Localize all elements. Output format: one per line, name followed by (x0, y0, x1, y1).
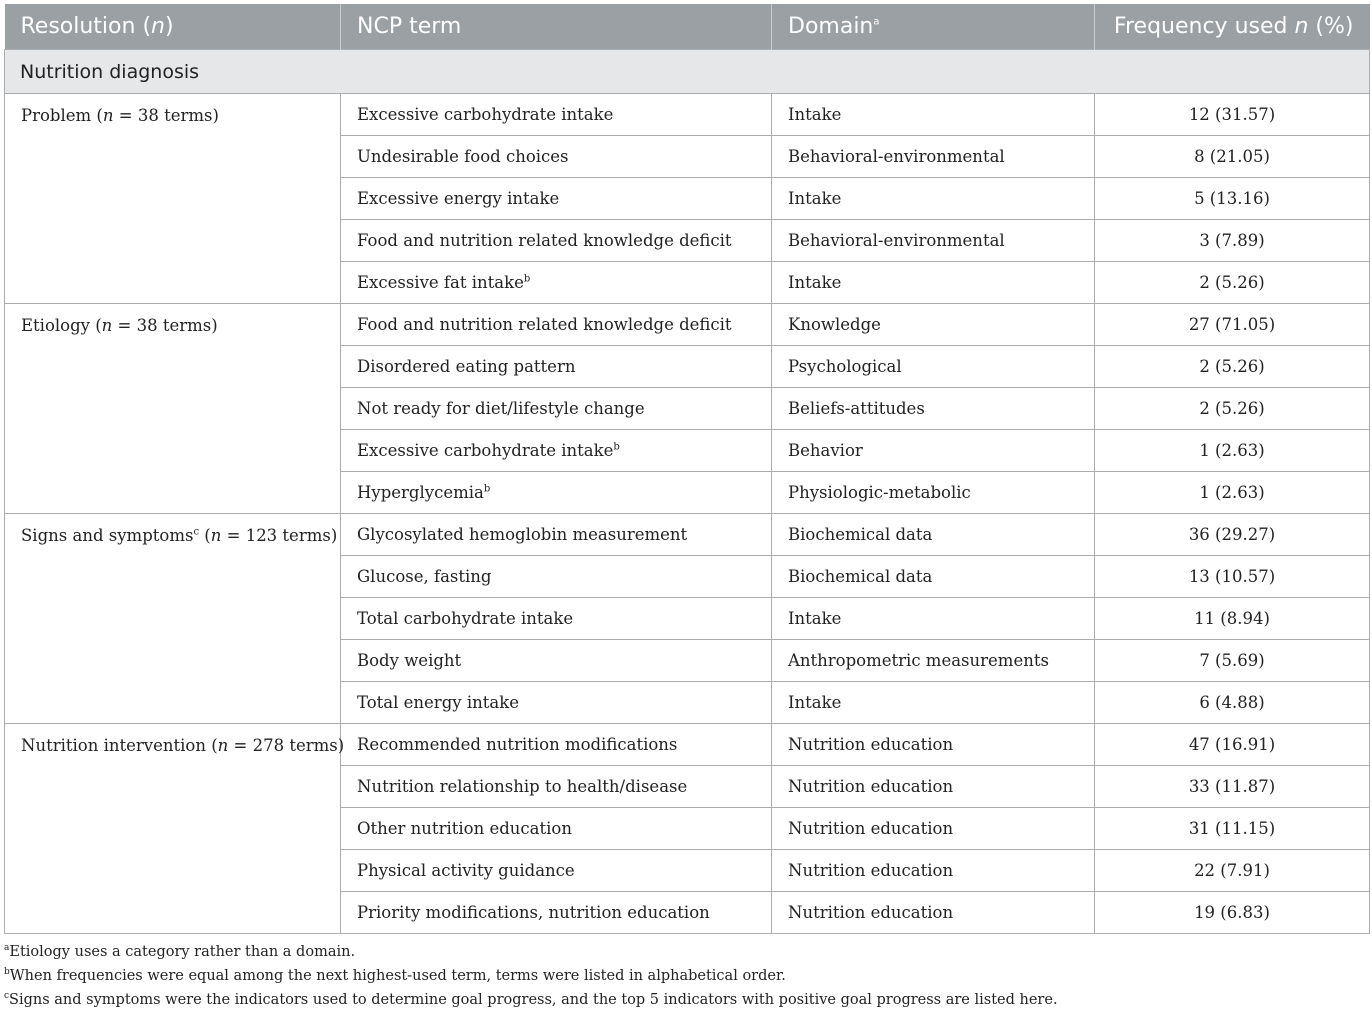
header-frequency: Frequency used n (%) (1095, 4, 1370, 50)
frequency-cell: 11 (8.94) (1095, 598, 1370, 640)
frequency-cell: 36 (29.27) (1095, 514, 1370, 556)
domain-cell: Biochemical data (772, 514, 1095, 556)
ncp-term-cell: Hyperglycemia$^b$ (341, 472, 772, 514)
frequency-cell: 8 (21.05) (1095, 136, 1370, 178)
group-count: (n = 123 terms) (199, 526, 338, 545)
frequency-cell: 12 (31.57) (1095, 94, 1370, 136)
footnote-a: $^a$Etiology uses a category rather than a domain. (4, 943, 356, 960)
domain-cell: Nutrition education (772, 766, 1095, 808)
ncp-term-cell: Other nutrition education (341, 808, 772, 850)
domain-cell: Anthropometric measurements (772, 640, 1095, 682)
domain-cell: Intake (772, 262, 1095, 304)
frequency-cell: 2 (5.26) (1095, 346, 1370, 388)
domain-cell: Behavior (772, 430, 1095, 472)
frequency-cell: 5 (13.16) (1095, 178, 1370, 220)
domain-cell: Behavioral-environmental (772, 136, 1095, 178)
table-row (5, 514, 1370, 556)
ncp-term-cell: Total energy intake (341, 682, 772, 724)
header-domain: Domain$^a$ (772, 4, 1095, 50)
ncp-term-cell: Food and nutrition related knowledge deficit (341, 220, 772, 262)
ncp-term-cell: Excessive carbohydrate intake$^b$ (341, 430, 772, 472)
ncp-term-cell: Body weight (341, 640, 772, 682)
domain-cell: Nutrition education (772, 850, 1095, 892)
frequency-cell: 33 (11.87) (1095, 766, 1370, 808)
ncp-term-cell: Excessive energy intake (341, 178, 772, 220)
ncp-term-cell: Excessive carbohydrate intake (341, 94, 772, 136)
frequency-cell: 1 (2.63) (1095, 472, 1370, 514)
frequency-cell: 1 (2.63) (1095, 430, 1370, 472)
frequency-cell: 7 (5.69) (1095, 640, 1370, 682)
ncp-term-cell: Glucose, fasting (341, 556, 772, 598)
domain-cell: Physiologic-metabolic (772, 472, 1095, 514)
ncp-term-cell: Disordered eating pattern (341, 346, 772, 388)
frequency-cell: 47 (16.91) (1095, 724, 1370, 766)
ncp-terms-table (4, 4, 1370, 934)
ncp-term-cell: Glycosylated hemoglobin measurement (341, 514, 772, 556)
frequency-cell: 19 (6.83) (1095, 892, 1370, 934)
domain-cell: Nutrition education (772, 724, 1095, 766)
frequency-cell: 22 (7.91) (1095, 850, 1370, 892)
domain-cell: Nutrition education (772, 808, 1095, 850)
domain-cell: Biochemical data (772, 556, 1095, 598)
frequency-cell: 13 (10.57) (1095, 556, 1370, 598)
frequency-cell: 3 (7.89) (1095, 220, 1370, 262)
domain-cell: Psychological (772, 346, 1095, 388)
ncp-term-cell: Priority modifications, nutrition education (341, 892, 772, 934)
frequency-cell: 6 (4.88) (1095, 682, 1370, 724)
group-label: Problem (n = 38 terms) (5, 94, 341, 304)
table-container (4, 4, 1369, 934)
section-title: Nutrition diagnosis (5, 50, 1370, 94)
table-row (5, 94, 1370, 136)
domain-cell: Behavioral-environmental (772, 220, 1095, 262)
section-row (5, 50, 1370, 94)
header-row (5, 4, 1370, 50)
table-row (5, 304, 1370, 346)
frequency-cell: 27 (71.05) (1095, 304, 1370, 346)
group-count: (n = 38 terms) (91, 106, 219, 125)
group-label: Etiology (n = 38 terms) (5, 304, 341, 514)
table-row (5, 724, 1370, 766)
header-resolution: Resolution (n) (5, 4, 341, 50)
domain-cell: Knowledge (772, 304, 1095, 346)
domain-cell: Intake (772, 598, 1095, 640)
group-label: Signs and symptoms$^c$ (n = 123 terms) (5, 514, 341, 724)
domain-cell: Beliefs-attitudes (772, 388, 1095, 430)
frequency-cell: 31 (11.15) (1095, 808, 1370, 850)
ncp-term-cell: Physical activity guidance (341, 850, 772, 892)
group-count: (n = 278 terms) (205, 736, 345, 755)
group-count: (n = 38 terms) (89, 316, 218, 335)
domain-cell: Intake (772, 178, 1095, 220)
ncp-term-cell: Nutrition relationship to health/disease (341, 766, 772, 808)
domain-cell: Nutrition education (772, 892, 1095, 934)
frequency-cell: 2 (5.26) (1095, 262, 1370, 304)
ncp-term-cell: Excessive fat intake$^b$ (341, 262, 772, 304)
ncp-term-cell: Recommended nutrition modifications (341, 724, 772, 766)
ncp-term-cell: Total carbohydrate intake (341, 598, 772, 640)
footnote-b: $^b$When frequencies were equal among the next highest-used term, terms were listed in alphabetical order. (4, 967, 786, 984)
ncp-term-cell: Food and nutrition related knowledge deficit (341, 304, 772, 346)
frequency-cell: 2 (5.26) (1095, 388, 1370, 430)
domain-cell: Intake (772, 94, 1095, 136)
footnote-c: $^c$Signs and symptoms were the indicators used to determine goal progress, and the top 5 indicators with positive goal progress are listed here. (4, 991, 1058, 1008)
domain-cell: Intake (772, 682, 1095, 724)
ncp-term-cell: Undesirable food choices (341, 136, 772, 178)
header-ncp-term: NCP term (341, 4, 772, 50)
ncp-term-cell: Not ready for diet/lifestyle change (341, 388, 772, 430)
group-label: Nutrition intervention (n = 278 terms) (5, 724, 341, 934)
